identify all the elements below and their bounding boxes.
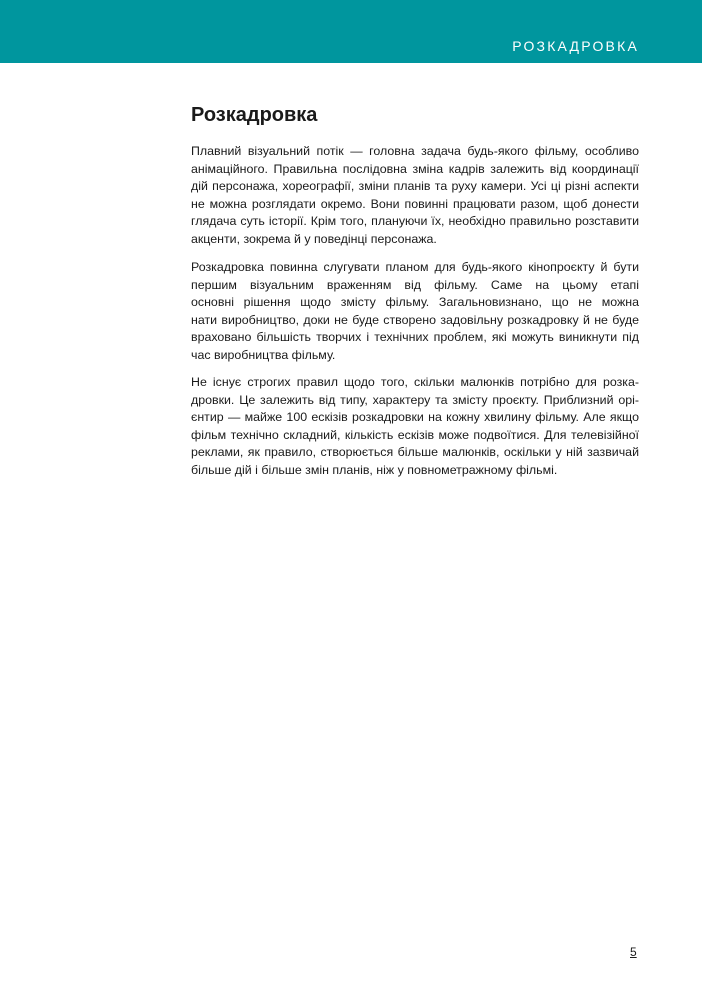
text-line: акценти, зокрема й у поведінці персонажа. bbox=[191, 231, 437, 246]
text-line: першим візуальним враженням від фільму. Саме на цьому етапі bbox=[191, 277, 639, 292]
text-line: єнтир — майже 100 ескізів розкадровки на кожну хвилину фільму. Але якщо bbox=[191, 410, 639, 424]
page-number: 5 bbox=[630, 945, 637, 959]
text-line: фільм технічно складний, кількість ескізів може подвоїтися. Для телевізійної bbox=[191, 427, 639, 442]
text-line: реклами, як правило, створюється більше малюнків, оскільки у ній зазвичай bbox=[191, 445, 639, 459]
paragraph-1 bbox=[191, 143, 639, 248]
paragraph-3 bbox=[191, 374, 639, 479]
text-line: враховано більшість творчих і технічних проблем, які можуть виникнути під bbox=[191, 330, 639, 344]
header-bar bbox=[0, 0, 702, 63]
text-line: не можна розглядати окремо. Вони повинні працювати разом, щоб донести bbox=[191, 196, 639, 211]
paragraph-2 bbox=[191, 259, 639, 364]
text-line: Розкадровка повинна слугувати планом для будь-якого кінопроєкту й бути bbox=[191, 260, 639, 274]
text-line: нати виробництво, доки не буде створено задовільну розкадровку й не буде bbox=[191, 312, 639, 327]
text-line: дій персонажа, хореографії, зміни планів та руху камери. Усі ці різні аспекти bbox=[191, 179, 639, 193]
text-line: більше дій і більше змін планів, ніж у повнометражному фільмі. bbox=[191, 462, 558, 477]
page-title: Розкадровка bbox=[191, 104, 318, 126]
text-line: Не існує строгих правил щодо того, скільки малюнків потрібно для розка- bbox=[191, 375, 639, 389]
text-line: анімаційного. Правильна послідовна зміна кадрів залежить від координації bbox=[191, 161, 639, 176]
text-line: час виробництва фільму. bbox=[191, 347, 336, 362]
text-line: Плавний візуальний потік — головна задача будь-якого фільму, особливо bbox=[191, 144, 639, 158]
section-title: РОЗКАДРОВКА bbox=[512, 38, 639, 54]
text-line: дровки. Це залежить від типу, характеру та змісту проєкту. Приблизний орі- bbox=[191, 392, 639, 407]
text-line: глядача суть історії. Крім того, плануючи їх, необхідно правильно розставити bbox=[191, 214, 639, 228]
text-line: основні рішення щодо змісту фільму. Загальновизнано, що не можна bbox=[191, 295, 639, 309]
